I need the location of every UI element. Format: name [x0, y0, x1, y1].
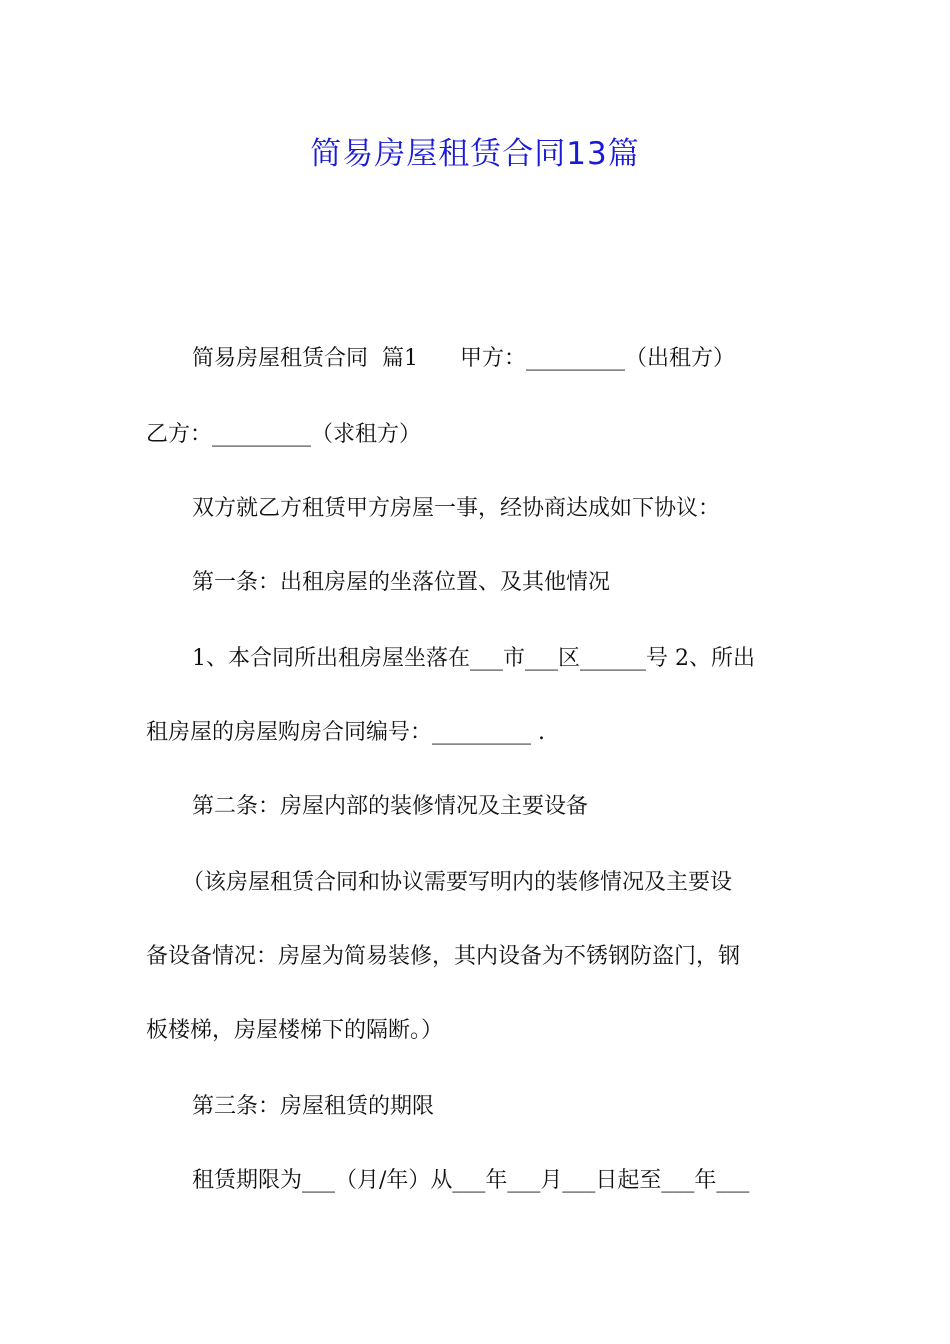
paragraph-line: 双方就乙方租赁甲方房屋一事，经协商达成如下协议：: [192, 496, 721, 521]
paragraph-line: 板楼梯，房屋楼梯下的隔断。）: [146, 1018, 444, 1043]
paragraph-line: 简易房屋租赁合同 篇1 甲方：_________（出租方）: [192, 346, 735, 371]
section-heading: 第一条：出租房屋的坐落位置、及其他情况: [192, 570, 611, 595]
paragraph-line: （该房屋租赁合同和协议需要写明内的装修情况及主要设: [182, 870, 733, 895]
paragraph-line: 租赁期限为___（月/年）从___年___月___日起至___年___: [192, 1168, 750, 1193]
paragraph-line: 乙方：_________（求租方）: [146, 422, 422, 447]
document-title: 简易房屋租赁合同13篇: [310, 136, 640, 172]
paragraph-line: 备设备情况：房屋为简易装修，其内设备为不锈钢防盗门，钢: [146, 944, 741, 969]
paragraph-line: 1、本合同所出租房屋坐落在___市___区______号 2、所出: [192, 646, 755, 671]
section-heading: 第三条：房屋租赁的期限: [192, 1094, 435, 1119]
section-heading: 第二条：房屋内部的装修情况及主要设备: [192, 794, 589, 819]
paragraph-line: 租房屋的房屋购房合同编号：_________ .: [146, 720, 545, 745]
